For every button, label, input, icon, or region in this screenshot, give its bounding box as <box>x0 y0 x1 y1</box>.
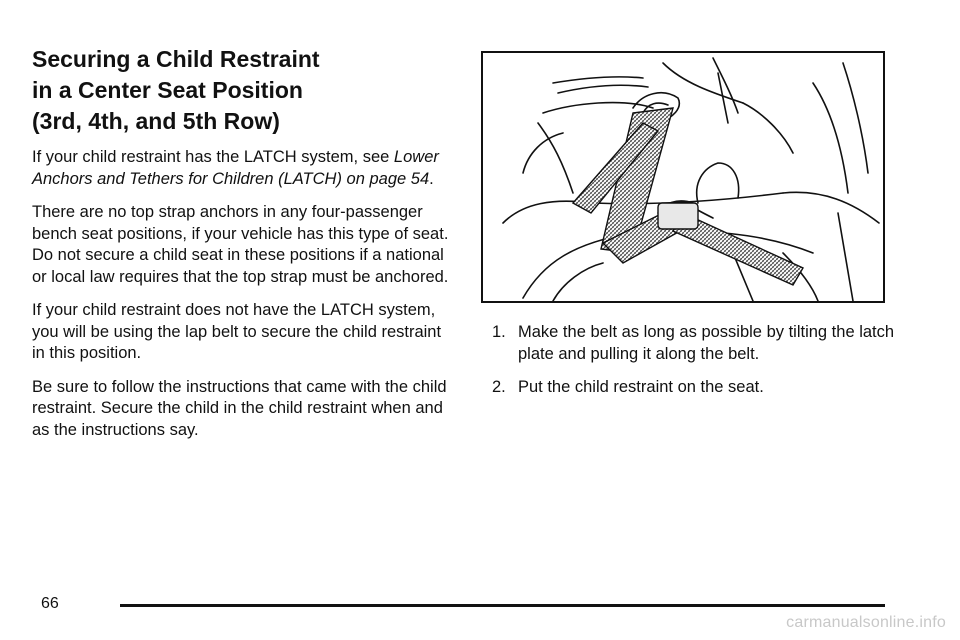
paragraph-top-strap: There are no top strap anchors in any four-passenger bench seat positions, if your vehicle has this type of seat. Do not secure a child seat in these positions if a national or local law requires that the top strap must be anchored. <box>32 203 449 286</box>
latch-page-reference-link[interactable]: Lower Anchors and Tethers for Children (LATCH) on page 54 <box>32 148 439 188</box>
step-item <box>492 377 922 399</box>
step-text: Make the belt as long as possible by tilting the latch plate and pulling it along the belt. <box>518 323 895 363</box>
footer-rule <box>120 604 885 607</box>
paragraph-instructions: Be sure to follow the instructions that came with the child restraint. Secure the child in the child restraint when and as the instructions say. <box>32 377 447 439</box>
title-line-3: (3rd, 4th, and 5th Row) <box>32 108 280 134</box>
title-line-2: in a Center Seat Position <box>32 77 303 103</box>
step-number: 2. <box>492 378 506 396</box>
seat-belt-drawing <box>483 53 883 301</box>
step-text: Put the child restraint on the seat. <box>518 378 764 396</box>
section-title <box>32 44 452 137</box>
paragraph-lap-belt: If your child restraint does not have the LATCH system, you will be using the lap belt to secure the child restraint in this position. <box>32 301 442 362</box>
steps-list <box>492 322 922 411</box>
title-line-1: Securing a Child Restraint <box>32 46 320 72</box>
left-column <box>32 44 452 441</box>
step-number: 1. <box>492 323 506 341</box>
paragraph-latch-text: If your child restraint has the LATCH system, see <box>32 148 394 166</box>
paragraph-latch-end: . <box>429 169 434 188</box>
seat-belt-illustration <box>481 51 885 303</box>
paragraph-latch <box>32 147 452 190</box>
page-number: 66 <box>41 595 59 612</box>
site-watermark: carmanualsonline.info <box>786 614 946 631</box>
step-item <box>492 322 922 365</box>
